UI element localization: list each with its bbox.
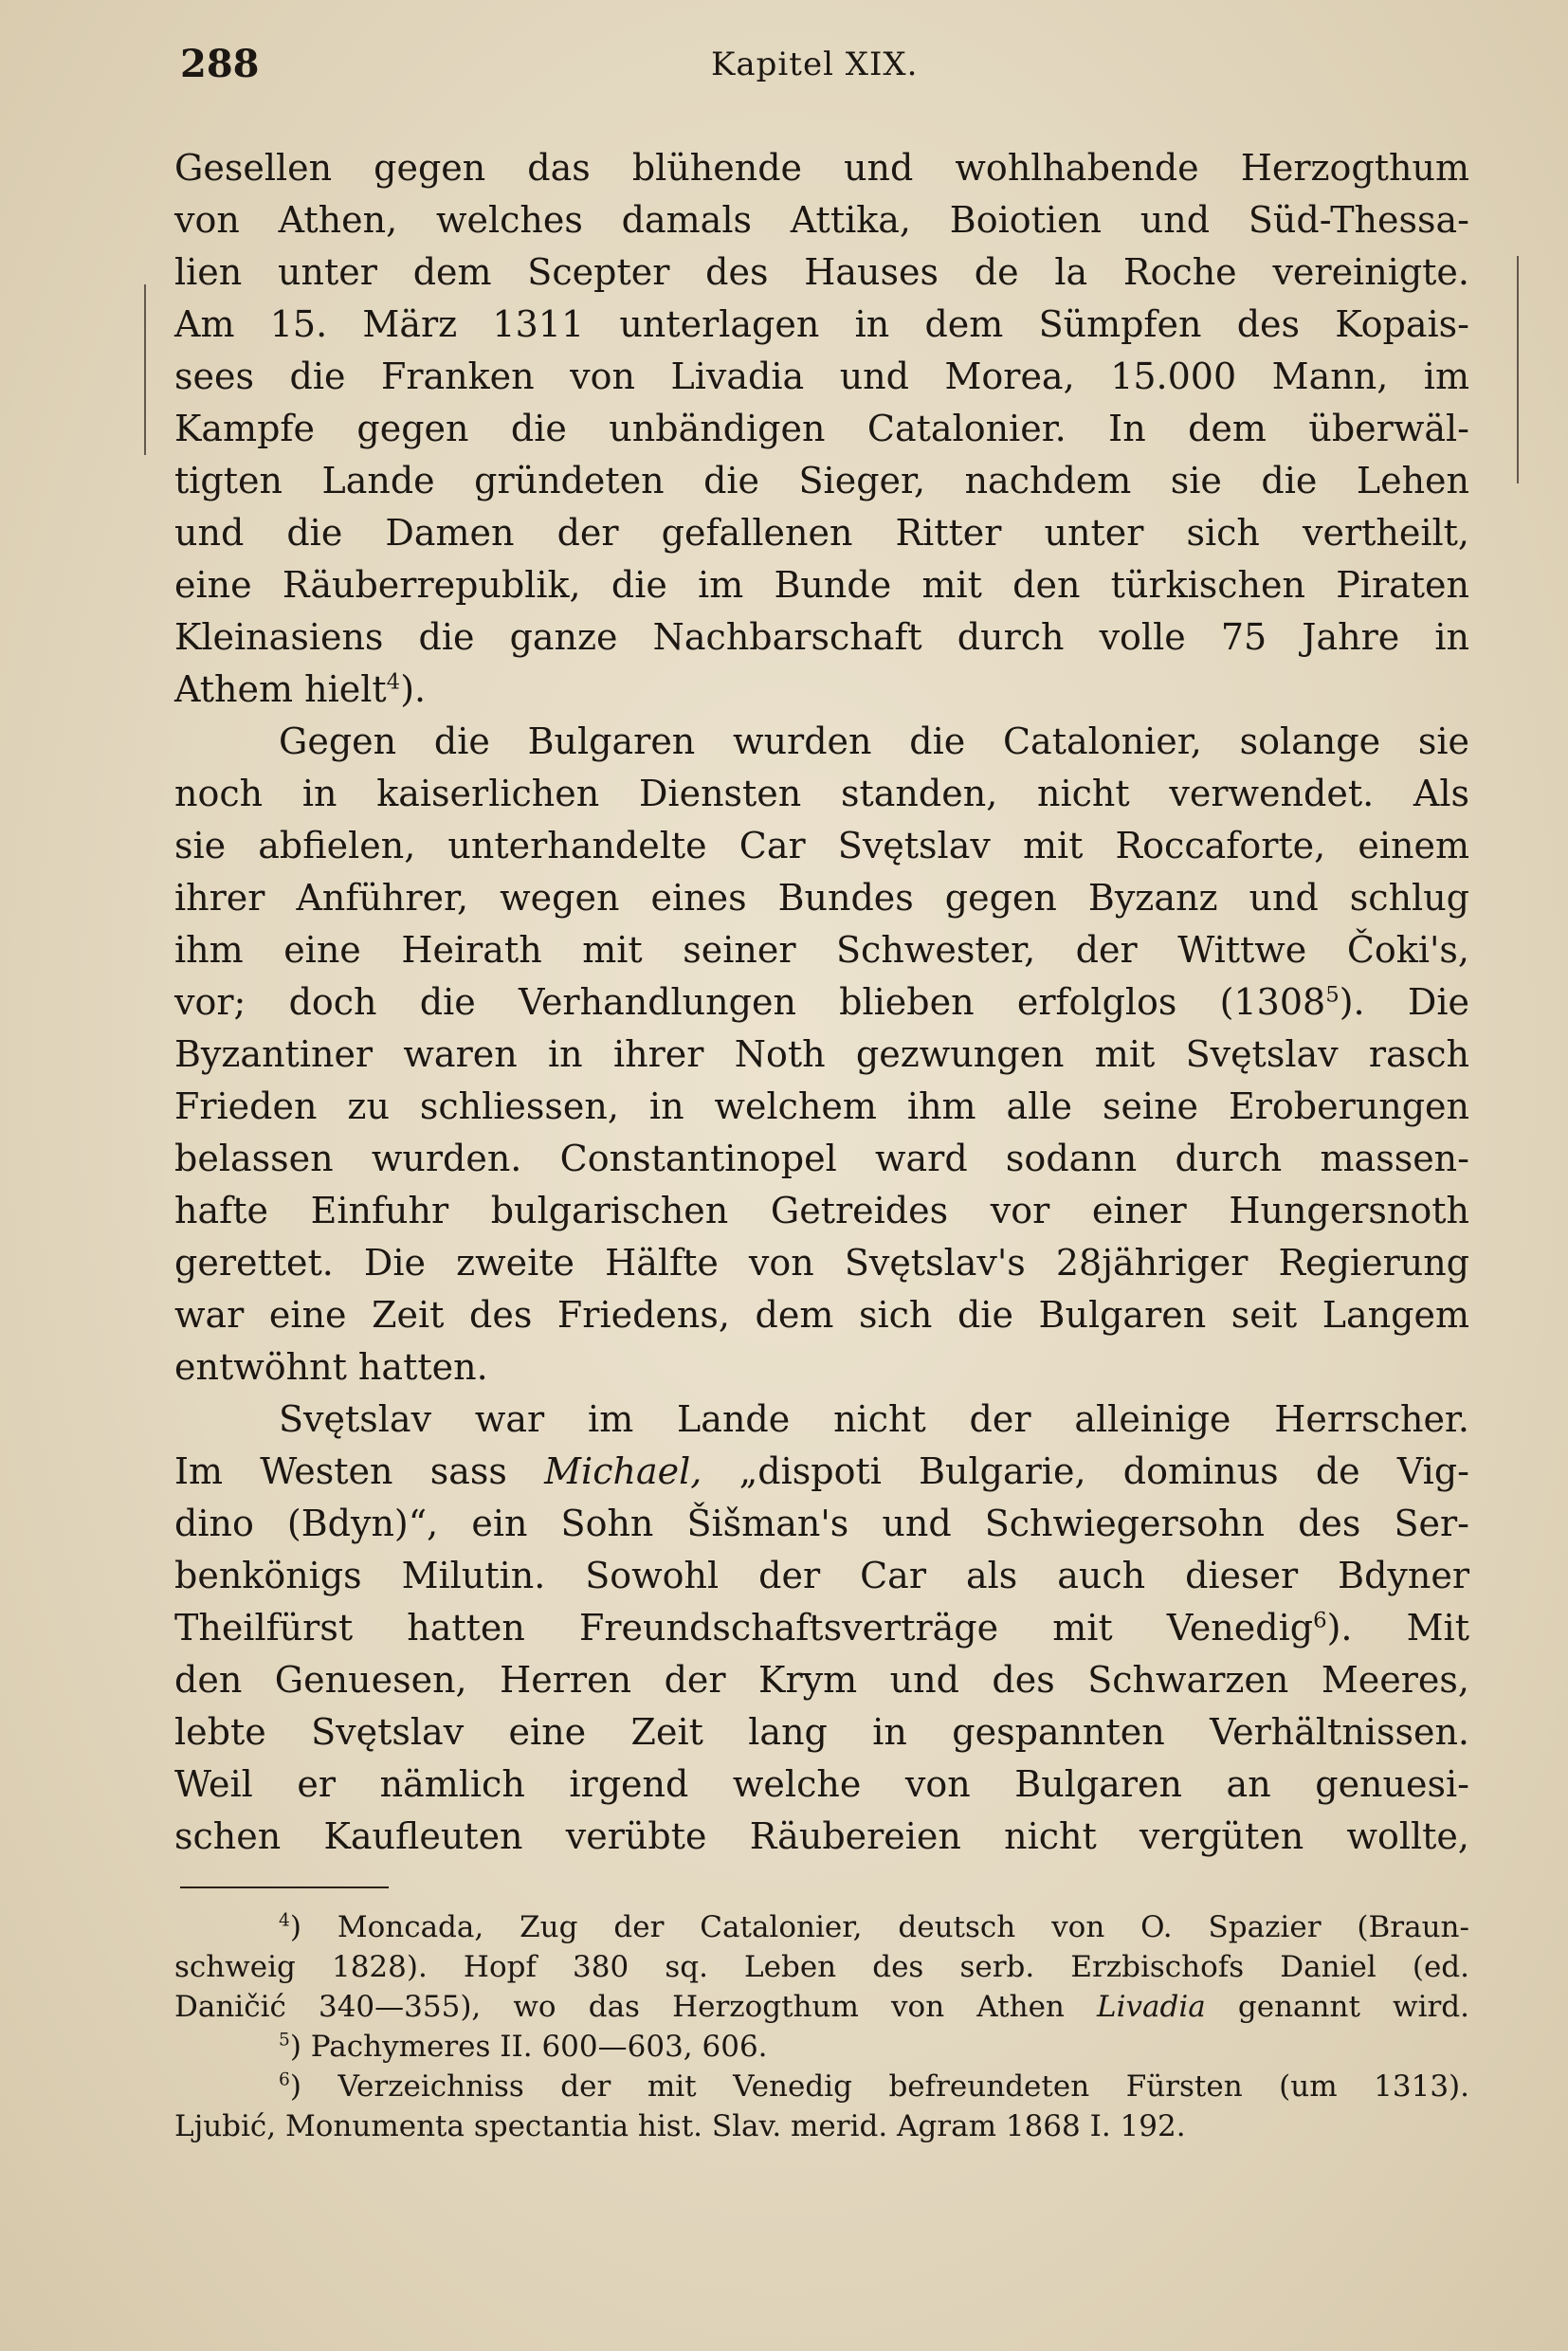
- footnote-line: [174, 2067, 1469, 2106]
- text-line: [174, 1029, 1469, 1081]
- line-text: Weil er nämlich irgend welche von Bulgaren an genuesi-: [174, 1763, 1469, 1805]
- line-text: belassen wurden. Constantinopel ward sodann durch massen-: [174, 1138, 1469, 1179]
- text-line: [174, 1394, 1469, 1446]
- line-text: sie abfielen, unterhandelte Car Svętslav mit Roccaforte, einem: [174, 825, 1469, 866]
- text-line: [174, 142, 1469, 194]
- line-text-continued: ). Mit: [1326, 1607, 1469, 1649]
- footnote-line: [174, 2027, 1469, 2067]
- text-line: [174, 246, 1469, 299]
- line-text: ) Verzeichniss der mit Venedig befreundeten Fürsten (um 1313).: [289, 2069, 1469, 2104]
- text-line: [174, 1341, 1469, 1394]
- line-text: Daničić 340—355), wo das Herzogthum von Athen: [174, 1990, 1098, 2024]
- italic-text: Livadia: [1097, 1990, 1206, 2024]
- text-line: [174, 1498, 1469, 1550]
- footnotes: [174, 1907, 1469, 2146]
- line-text: ihm eine Heirath mit seiner Schwester, der Wittwe Čoki's,: [174, 929, 1469, 971]
- text-line: [174, 1081, 1469, 1133]
- text-line: [174, 1759, 1469, 1811]
- footnote-reference: 6: [1313, 1608, 1327, 1633]
- body-text: [174, 142, 1469, 1863]
- text-line: [174, 299, 1469, 351]
- text-line: [174, 1654, 1469, 1706]
- line-text: Kampfe gegen die unbändigen Catalonier. In dem überwäl-: [174, 408, 1469, 449]
- margin-pencil-mark: [1517, 256, 1519, 483]
- line-text: Gegen die Bulgaren wurden die Catalonier, solange sie: [279, 720, 1469, 762]
- text-line: [174, 507, 1469, 559]
- line-text: Svętslav war im Lande nicht der alleinige Herrscher.: [279, 1398, 1469, 1440]
- text-line: [174, 716, 1469, 768]
- footnote-number: 4: [279, 1910, 290, 1931]
- line-text: Byzantiner waren in ihrer Noth gezwungen mit Svętslav rasch: [174, 1033, 1469, 1075]
- line-text: vor; doch die Verhandlungen blieben erfolglos (1308: [174, 981, 1326, 1023]
- text-line: [174, 1446, 1469, 1498]
- footnote-line: [174, 1947, 1469, 1987]
- line-text: schweig 1828). Hopf 380 sq. Leben des serb. Erzbischofs Daniel (ed.: [174, 1950, 1469, 1984]
- text-line: [174, 1811, 1469, 1863]
- text-line: [174, 194, 1469, 246]
- line-text: hafte Einfuhr bulgarischen Getreides vor einer Hungersnoth: [174, 1190, 1469, 1231]
- text-line: [174, 976, 1469, 1029]
- line-text: gerettet. Die zweite Hälfte von Svętslav's 28jähriger Regierung: [174, 1242, 1469, 1284]
- text-line: [174, 1133, 1469, 1185]
- footnote-number: 6: [279, 2069, 290, 2090]
- text-line: [174, 351, 1469, 403]
- line-text: Frieden zu schliessen, in welchem ihm alle seine Eroberungen: [174, 1085, 1469, 1127]
- line-text: ) Pachymeres II. 600—603, 606.: [289, 2030, 768, 2064]
- line-text-continued: ). Die: [1339, 981, 1469, 1023]
- line-text-continued: genannt wird.: [1205, 1990, 1470, 2024]
- line-text: Ljubić, Monumenta spectantia hist. Slav. merid. Agram 1868 I. 192.: [174, 2109, 1186, 2143]
- text-line: [174, 768, 1469, 820]
- text-line: [174, 1237, 1469, 1289]
- footnote-rule: [180, 1886, 389, 1888]
- line-text: sees die Franken von Livadia und Morea, 15.000 Mann, im: [174, 355, 1469, 397]
- footnote-line: [174, 1987, 1469, 2027]
- line-text: lebte Svętslav eine Zeit lang in gespannten Verhältnissen.: [174, 1711, 1469, 1753]
- text-line: [174, 820, 1469, 872]
- page-number: 288: [180, 42, 260, 86]
- footnote-reference: 5: [1325, 982, 1340, 1008]
- line-text: noch in kaiserlichen Diensten standen, nicht verwendet. Als: [174, 773, 1469, 814]
- text-line: [174, 1550, 1469, 1602]
- footnote-number: 5: [279, 2030, 290, 2050]
- line-text: Theilfürst hatten Freundschaftsverträge mit Venedig: [174, 1607, 1314, 1649]
- text-line: [174, 1706, 1469, 1759]
- footnote-reference: 4: [386, 669, 401, 695]
- text-line: [174, 924, 1469, 976]
- line-text: lien unter dem Scepter des Hauses de la Roche vereinigte.: [174, 251, 1469, 293]
- line-text: Im Westen sass: [174, 1450, 545, 1492]
- line-text: schen Kaufleuten verübte Räubereien nicht vergüten wollte,: [174, 1815, 1469, 1857]
- line-text: und die Damen der gefallenen Ritter unter sich vertheilt,: [174, 512, 1469, 554]
- text-line: [174, 455, 1469, 507]
- text-line: [174, 403, 1469, 455]
- line-text: Kleinasiens die ganze Nachbarschaft durch volle 75 Jahre in: [174, 616, 1469, 658]
- line-text: eine Räuberrepublik, die im Bunde mit den türkischen Piraten: [174, 564, 1469, 606]
- margin-pencil-mark: [144, 284, 146, 455]
- line-text: Gesellen gegen das blühende und wohlhabende Herzogthum: [174, 147, 1469, 189]
- italic-text: Michael,: [544, 1450, 702, 1492]
- running-head: Kapitel XIX.: [711, 46, 919, 83]
- line-text: Athem hielt: [174, 668, 387, 710]
- line-text: ihrer Anführer, wegen eines Bundes gegen Byzanz und schlug: [174, 877, 1469, 919]
- line-text: benkönigs Milutin. Sowohl der Car als auch dieser Bdyner: [174, 1555, 1469, 1596]
- line-text: tigten Lande gründeten die Sieger, nachdem sie die Lehen: [174, 460, 1469, 501]
- text-line: [174, 559, 1469, 611]
- footnote-line: [174, 2106, 1469, 2146]
- text-line: [174, 872, 1469, 924]
- line-text-continued: „dispoti Bulgarie, dominus de Vig-: [702, 1450, 1469, 1492]
- line-text: dino (Bdyn)“, ein Sohn Šišman's und Schwiegersohn des Ser-: [174, 1503, 1469, 1544]
- text-line: [174, 1185, 1469, 1237]
- line-text: ) Moncada, Zug der Catalonier, deutsch von O. Spazier (Braun-: [289, 1910, 1469, 1944]
- text-line: [174, 664, 1469, 716]
- line-text: entwöhnt hatten.: [174, 1346, 488, 1388]
- text-line: [174, 1602, 1469, 1654]
- line-text: von Athen, welches damals Attika, Boiotien und Süd-Thessa-: [174, 199, 1469, 241]
- page-header: [180, 42, 1469, 99]
- line-text: Am 15. März 1311 unterlagen in dem Sümpfen des Kopais-: [174, 303, 1469, 345]
- line-text-continued: ).: [400, 668, 427, 710]
- line-text: den Genuesen, Herren der Krym und des Schwarzen Meeres,: [174, 1659, 1469, 1701]
- footnote-line: [174, 1907, 1469, 1947]
- line-text: war eine Zeit des Friedens, dem sich die Bulgaren seit Langem: [174, 1294, 1469, 1336]
- text-line: [174, 1289, 1469, 1341]
- text-line: [174, 611, 1469, 664]
